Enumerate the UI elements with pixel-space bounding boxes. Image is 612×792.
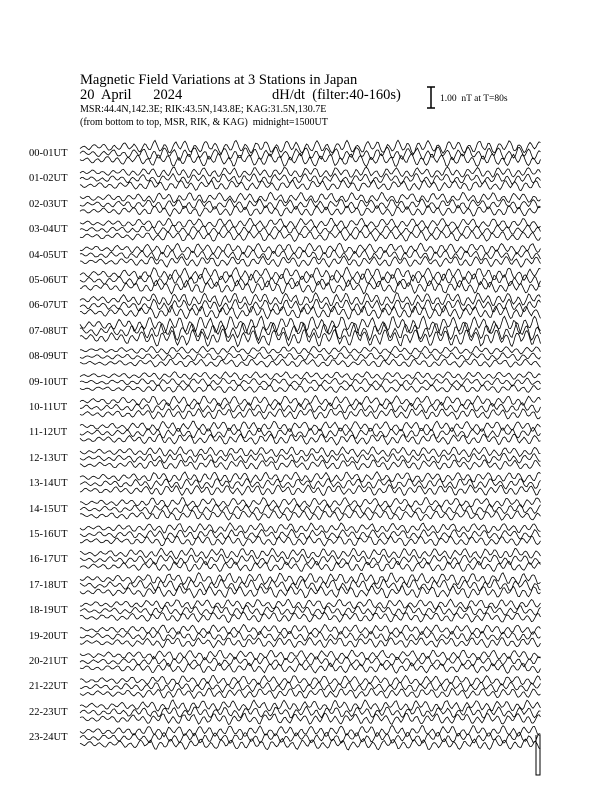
hour-label: 20-21UT [29,656,68,667]
trace-kag [80,346,541,354]
trace-msr [80,231,541,241]
chart-date: 20 April 2024 [80,87,183,103]
trace-kag [80,140,541,154]
trace-msr [80,638,541,648]
hour-label: 08-09UT [29,351,68,363]
trace-kag [80,167,541,177]
scale-bar-label: 1.00 nT at T=80s [440,94,508,104]
trace-msr [80,561,541,571]
trace-msr [80,510,541,520]
hour-label: 17-18UT [29,579,68,591]
hour-label: 18-19UT [29,605,68,617]
hour-label: 11-12UT [29,427,68,439]
trace-kag [80,293,541,307]
hour-label: 05-06UT [29,275,68,286]
trace-group [80,140,541,775]
trace-msr [80,688,541,699]
hour-label: 23-24UT [29,732,68,744]
trace-kag [80,316,541,333]
hour-label: 15-16UT [29,529,68,540]
trace-msr [80,256,541,267]
trace-msr [80,180,541,190]
trace-msr [80,154,541,167]
hour-label: 13-14UT [29,478,68,490]
hour-label: 06-07UT [29,300,68,312]
hour-label: 22-23UT [29,706,68,718]
hour-label: 21-22UT [29,681,68,693]
trace-kag [80,675,541,685]
hour-label: 02-03UT [29,198,68,210]
hour-label: 07-08UT [29,325,68,337]
trace-kag [80,498,541,508]
hour-label: 09-10UT [29,376,68,388]
end-spike [536,735,540,775]
trace-kag [80,218,541,228]
trace-kag [80,700,541,712]
trace-kag [80,573,541,585]
hour-label: 12-13UT [29,452,68,464]
station-coordinates: MSR:44.4N,142.3E; RIK:43.5N,143.8E; KAG:31.5N,130.7E [80,104,327,115]
chart-title: Magnetic Field Variations at 3 Stations in Japan [80,72,358,88]
trace-rik [80,199,541,210]
trace-rik [80,453,541,463]
trace-msr [80,434,541,445]
trace-msr [80,359,541,367]
hour-label: 10-11UT [29,402,68,413]
trace-kag [80,725,541,736]
station-order-note: (from bottom to top, MSR, RIK, & KAG) midnight=1500UT [80,117,328,128]
hour-label: 01-02UT [29,173,68,185]
trace-msr [80,280,541,294]
trace-rik [80,378,541,386]
trace-msr [80,460,541,470]
trace-msr [80,586,541,598]
trace-rik [80,706,541,718]
trace-kag [80,548,541,559]
trace-kag [80,372,541,380]
trace-rik [80,250,541,260]
chart-quantity: dH/dt (filter:40-160s) [272,87,401,103]
trace-msr [80,205,541,216]
hour-label: 00-01UT [29,148,68,159]
hour-label: 16-17UT [29,554,68,566]
trace-msr [80,536,541,546]
hour-label: 14-15UT [29,503,68,515]
trace-kag [80,243,541,254]
scale-bar [427,87,435,108]
trace-msr [80,409,541,420]
trace-kag [80,650,541,660]
hour-label: 03-04UT [29,224,68,236]
trace-msr [80,385,541,393]
trace-kag [80,599,541,609]
hour-label: 19-20UT [29,630,68,642]
trace-rik [80,353,541,361]
trace-rik [80,605,541,615]
hour-label: 04-05UT [29,249,68,261]
